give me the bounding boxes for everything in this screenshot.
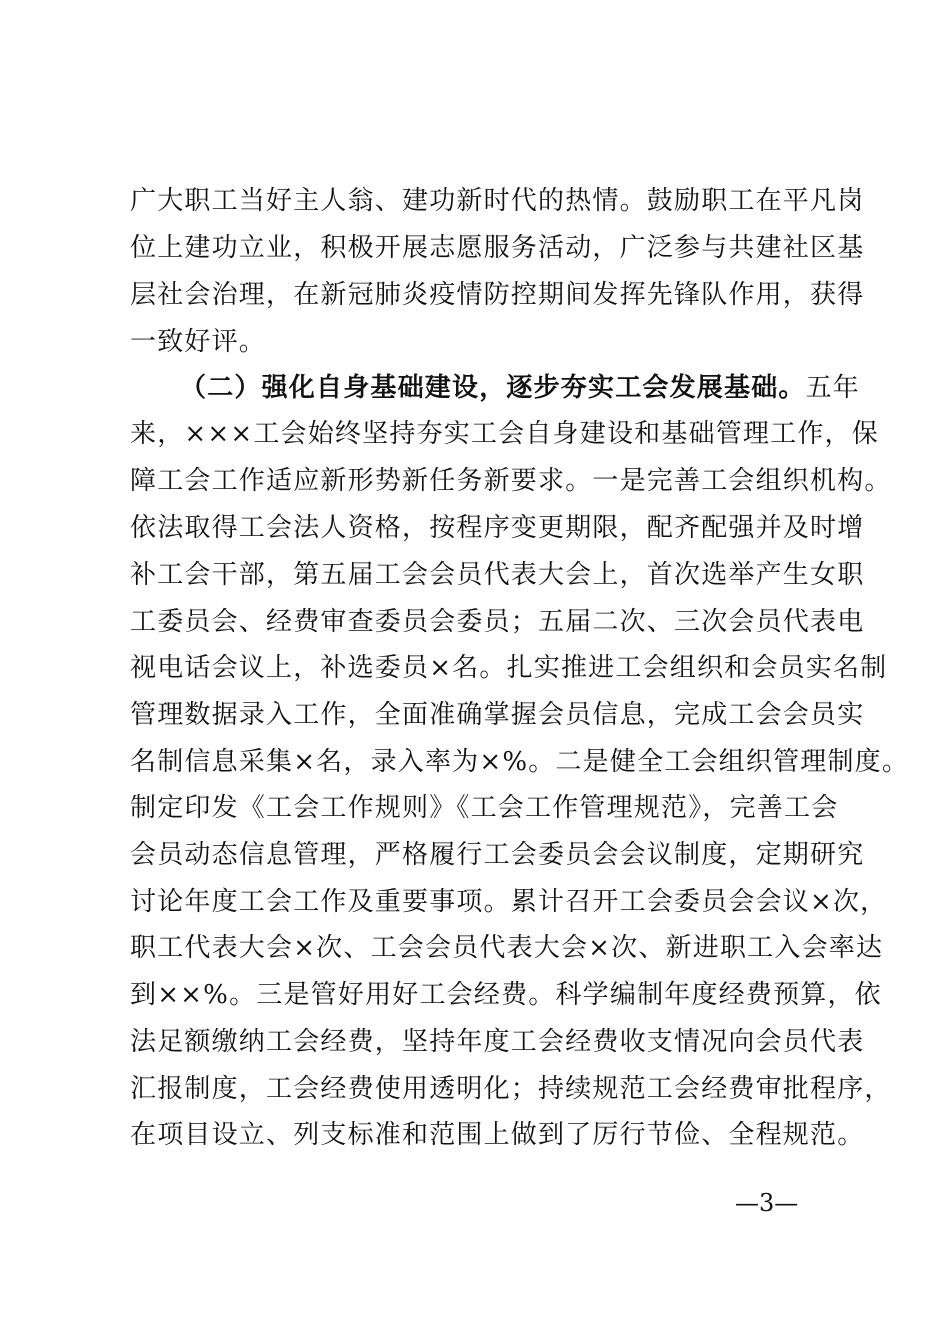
paragraph2-line-9: 制定印发《工会工作规则》《工会工作管理规范》，完善工会 — [130, 793, 839, 823]
paragraph1-line-3: 层社会治理，在新冠肺炎疫情防控期间发挥先锋队作用，获得 — [130, 280, 865, 310]
paragraph2-line-10: 会员动态信息管理，严格履行工会委员会会议制度，定期研究 — [130, 840, 865, 870]
paragraph2-first-line — [180, 372, 860, 404]
paragraph2-line-14: 法足额缴纳工会经费，坚持年度工会经费收支情况向会员代表 — [130, 1027, 865, 1057]
paragraph2-line-4: 补工会干部，第五届工会会员代表大会上，首次选举产生女职 — [130, 560, 865, 590]
paragraph2-line-7: 管理数据录入工作，全面准确掌握会员信息，完成工会会员实 — [130, 700, 865, 730]
paragraph1-line-2: 位上建功立业，积极开展志愿服务活动，广泛参与共建社区基 — [130, 233, 865, 263]
paragraph2-line-5: 工委员会、经费审查委员会委员；五届二次、三次会员代表电 — [130, 607, 865, 637]
paragraph2-line-13: 到××%。三是管好用好工会经费。科学编制年度经费预算，依 — [130, 980, 882, 1010]
paragraph2-line-1: 来，×××工会始终坚持夯实工会自身建设和基础管理工作，保 — [130, 419, 879, 449]
paragraph2-line-3: 依法取得工会法人资格，按程序变更期限，配齐配强并及时增 — [130, 513, 865, 543]
paragraph2-line-8: 名制信息采集×名，录入率为×%。二是健全工会组织管理制度。 — [130, 747, 910, 777]
section-heading: （二）强化自身基础建设，逐步夯实工会发展基础。 — [180, 373, 806, 403]
page-number: —3— — [735, 1189, 799, 1217]
paragraph1-line-1: 广大职工当好主人翁、建功新时代的热情。鼓励职工在平凡岗 — [130, 186, 865, 216]
paragraph1-line-4: 一致好评。 — [130, 327, 267, 357]
paragraph2-line-6: 视电话会议上，补选委员×名。扎实推进工会组织和会员实名制 — [130, 653, 888, 683]
paragraph2-line-16: 在项目设立、列支标准和范围上做到了厉行节俭、全程规范。 — [130, 1120, 865, 1150]
section-heading-tail: 五年 — [805, 373, 861, 403]
paragraph2-line-12: 职工代表大会×次、工会会员代表大会×次、新进职工入会率达 — [130, 933, 884, 963]
paragraph2-line-11: 讨论年度工会工作及重要事项。累计召开工会委员会会议×次， — [130, 887, 888, 917]
paragraph2-line-15: 汇报制度，工会经费使用透明化；持续规范工会经费审批程序， — [130, 1074, 892, 1104]
paragraph2-line-2: 障工会工作适应新形势新任务新要求。一是完善工会组织机构。 — [130, 466, 892, 496]
